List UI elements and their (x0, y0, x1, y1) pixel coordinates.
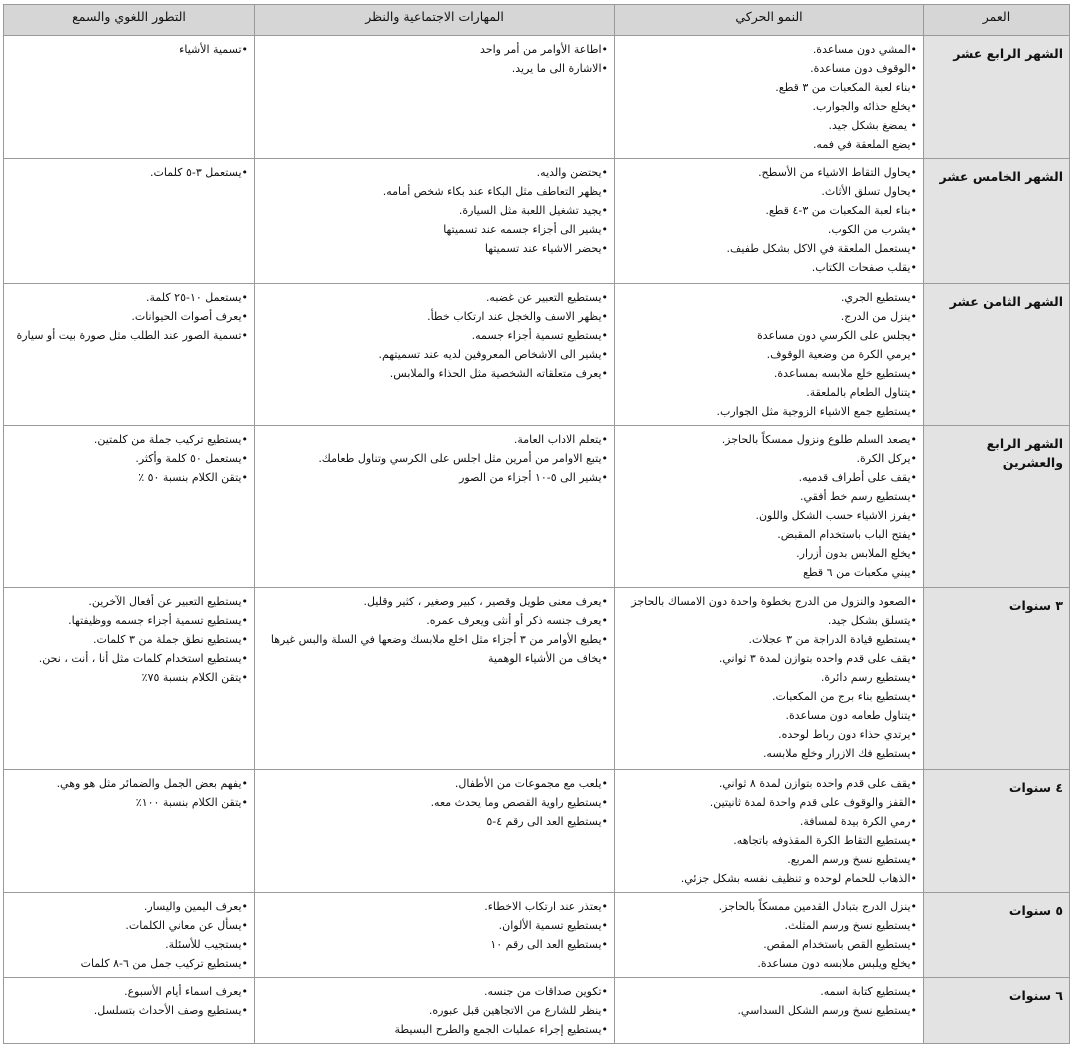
list-item: •يستطيع قيادة الدراجة من ٣ عجلات. (748, 633, 917, 646)
language-cell (4, 893, 255, 978)
list-item: •الوقوف دون مساعدة. (810, 62, 917, 75)
list-item: •ينزل الدرج بتبادل القدمين ممسكاً بالحاجز. (718, 900, 917, 913)
list-item: •يظهر الاسف والخجل عند ارتكاب خطأ. (427, 310, 608, 323)
list-item: •يستطيع القص باستخدام المقص. (763, 938, 917, 951)
social-cell (255, 978, 615, 1044)
list-item: •يستطيع التعبير عن أفعال الآخرين. (88, 595, 248, 608)
list-item: •يعرف اليمين واليسار. (143, 900, 248, 913)
list-item: •يستطيع كتابة اسمه. (820, 985, 917, 998)
development-table-container (3, 4, 1069, 1044)
table-row (4, 426, 1070, 588)
age-cell: ٥ سنوات (924, 893, 1070, 978)
language-cell (4, 770, 255, 893)
list-item: •القفز والوقوف على قدم واحدة لمدة ثانيتين. (709, 796, 917, 809)
list-item: •يستعمل الملعقة في الاكل بشكل طفيف. (726, 242, 917, 255)
language-cell (4, 159, 255, 284)
social-cell (255, 284, 615, 426)
table-row (4, 159, 1070, 284)
age-cell: ٦ سنوات (924, 978, 1070, 1044)
list-item: •يستطيع خلع ملابسه بمساعدة. (773, 367, 917, 380)
list-item: •الصعود والنزول من الدرج بخطوة واحدة دون الامساك بالحاجز (631, 595, 917, 608)
list-item: •يرتدي حذاء دون رباط لوحده. (778, 728, 917, 741)
list-item: •يخاف من الأشياء الوهمية (487, 652, 608, 665)
language-list (10, 897, 248, 973)
list-item: •رمي الكرة بيدة لمسافة. (799, 815, 917, 828)
list-item: •يستطيع تسمية أجزاء جسمه ووظيفتها. (68, 614, 248, 627)
list-item: •يصعد السلم طلوع ونزول ممسكاً بالحاجز. (721, 433, 917, 446)
header-row (4, 5, 1070, 36)
list-item: •يرمي الكرة من وضعية الوقوف. (766, 348, 917, 361)
social-list (261, 430, 608, 487)
list-item: •بناء لعبة المكعبات من ٣-٤ قطع. (765, 204, 917, 217)
list-item: •يستطيع نطق جملة من ٣ كلمات. (93, 633, 248, 646)
age-cell: الشهر الرابع عشر (924, 36, 1070, 159)
list-item: •يستطيع رسم دائرة. (820, 671, 917, 684)
social-list (261, 163, 608, 258)
list-item: •يفرز الاشياء حسب الشكل واللون. (755, 509, 917, 522)
list-item: •يستطيع فك الازرار وخلع ملابسه. (762, 747, 917, 760)
list-item: •يجيد تشغيل اللعبة مثل السيارة. (458, 204, 608, 217)
motor-cell (615, 770, 924, 893)
table-row (4, 770, 1070, 893)
list-item: •الاشارة الى ما يريد. (511, 62, 608, 75)
age-cell: الشهر الثامن عشر (924, 284, 1070, 426)
header-language: التطور اللغوي والسمع (4, 5, 255, 36)
social-cell (255, 159, 615, 284)
list-item: •يشير الى أجزاء جسمه عند تسميتها (443, 223, 608, 236)
social-list (261, 982, 608, 1039)
social-list (261, 897, 608, 954)
language-cell (4, 36, 255, 159)
list-item: •يستطيع إجراء عمليات الجمع والطرح البسيطة (394, 1023, 608, 1036)
list-item: •يقلب صفحات الكتاب. (811, 261, 917, 274)
list-item: •يستطيع الجري. (840, 291, 917, 304)
list-item: •المشي دون مساعدة. (812, 43, 917, 56)
list-item: •يستطيع تركيب جملة من كلمتين. (93, 433, 248, 446)
social-list (261, 40, 608, 78)
list-item: •يظهر التعاطف مثل البكاء عند بكاء شخص أمامه. (382, 185, 608, 198)
motor-cell (615, 893, 924, 978)
list-item: •تسمية الأشياء (179, 43, 248, 56)
list-item: •يطيع الأوامر من ٣ أجزاء مثل اخلع ملابسك وضعها في السلة والبس غيرها (270, 633, 608, 646)
list-item: • يمضغ بشكل جيد. (828, 119, 917, 132)
social-list (261, 592, 608, 668)
social-list (261, 774, 608, 831)
motor-cell (615, 159, 924, 284)
table-row (4, 978, 1070, 1044)
social-cell (255, 770, 615, 893)
list-item: •يتناول الطعام بالملعقة. (806, 386, 917, 399)
list-item: •يستطيع بناء برج من المكعبات. (772, 690, 917, 703)
list-item: •يحضر الاشياء عند تسميتها (484, 242, 608, 255)
age-cell: ٣ سنوات (924, 588, 1070, 770)
list-item: •تكوين صداقات من جنسه. (484, 985, 608, 998)
language-list (10, 592, 248, 687)
motor-list (621, 592, 917, 763)
motor-list (621, 40, 917, 154)
list-item: •يركل الكرة. (856, 452, 917, 465)
list-item: •يتناول طعامه دون مساعدة. (785, 709, 917, 722)
list-item: •يستطيع نسخ ورسم الشكل السداسي. (737, 1004, 917, 1017)
list-item: •يتعلم الاداب العامة. (513, 433, 608, 446)
list-item: •يستعمل ٥٠ كلمة وأكثر. (135, 452, 248, 465)
list-item: •الذهاب للحمام لوحده و تنظيف نفسه بشكل جزئي. (680, 872, 917, 885)
list-item: •بناء لعبة المكعبات من ٣ قطع. (775, 81, 917, 94)
social-list (261, 288, 608, 383)
list-item: •يخلع ويلبس ملابسه دون مساعدة. (757, 957, 917, 970)
list-item: •يشير الى ٥-١٠ أجزاء من الصور (459, 471, 608, 484)
list-item: •يقف على قدم واحده بتوازن لمدة ٨ ثواني. (718, 777, 917, 790)
development-table (3, 4, 1070, 1044)
list-item: •يفتح الباب باستخدام المقبض. (777, 528, 917, 541)
list-item: •ينزل من الدرج. (840, 310, 917, 323)
list-item: •يستطيع تسمية الألوان. (498, 919, 608, 932)
list-item: •يستطيع جمع الاشياء الزوجية مثل الجوارب. (716, 405, 917, 418)
list-item: •يستطيع تركيب جمل من ٦-٨ كلمات (80, 957, 248, 970)
table-row (4, 588, 1070, 770)
motor-list (621, 163, 917, 277)
list-item: •يسأل عن معاني الكلمات. (125, 919, 248, 932)
motor-cell (615, 36, 924, 159)
language-list (10, 40, 248, 59)
list-item: •يعرف جنسه ذكر أو أنثى ويعرف عمره. (426, 614, 608, 627)
motor-list (621, 774, 917, 888)
motor-list (621, 288, 917, 421)
language-list (10, 430, 248, 487)
list-item: •يستطيع رسم خط أفقي. (799, 490, 917, 503)
list-item: •يعتذر عند ارتكاب الاخطاء. (484, 900, 608, 913)
list-item: •يستطيع وصف الأحداث بتسلسل. (93, 1004, 248, 1017)
list-item: •يضع الملعقة في فمه. (812, 138, 917, 151)
header-age: العمر (924, 5, 1070, 36)
motor-list (621, 982, 917, 1020)
header-motor: النمو الحركي (615, 5, 924, 36)
list-item: •يحاول التقاط الاشياء من الأسطح. (758, 166, 917, 179)
list-item: •يبني مكعبات من ٦ قطع (803, 566, 917, 579)
list-item: •يلعب مع مجموعات من الأطفال. (454, 777, 608, 790)
list-item: •يستجيب للأسئلة. (165, 938, 248, 951)
age-cell: ٤ سنوات (924, 770, 1070, 893)
list-item: •يحتضن والديه. (536, 166, 608, 179)
list-item: •يتقن الكلام بنسبة ٥٠ ٪ (138, 471, 248, 484)
list-item: •تسمية الصور عند الطلب مثل صورة بيت أو سيارة (16, 329, 248, 342)
motor-cell (615, 284, 924, 426)
list-item: •يقف على قدم واحده بتوازن لمدة ٣ ثواني. (718, 652, 917, 665)
list-item: •يتسلق بشكل جيد. (827, 614, 917, 627)
social-cell (255, 893, 615, 978)
motor-cell (615, 978, 924, 1044)
motor-cell (615, 588, 924, 770)
list-item: •يعرف أصوات الحيوانات. (131, 310, 248, 323)
table-row (4, 36, 1070, 159)
table-row (4, 284, 1070, 426)
motor-list (621, 430, 917, 582)
list-item: •يستطيع استخدام كلمات مثل أنا ، أنت ، نحن. (38, 652, 248, 665)
list-item: •يستعمل ١٠-٢٥ كلمة. (146, 291, 248, 304)
list-item: •يشير الى الاشخاص المعروفين لديه عند تسميتهم. (378, 348, 608, 361)
language-list (10, 288, 248, 345)
list-item: •يجلس على الكرسي دون مساعدة (756, 329, 917, 342)
list-item: •يخلع الملابس بدون أزرار. (796, 547, 917, 560)
list-item: •يستطيع العد الى رقم ٤-٥ (486, 815, 608, 828)
language-cell (4, 426, 255, 588)
list-item: •اطاعة الأوامر من أمر واحد (480, 43, 608, 56)
list-item: •يتقن الكلام بنسبة ٧٥٪ (141, 671, 248, 684)
header-social: المهارات الاجتماعية والنظر (255, 5, 615, 36)
language-list (10, 163, 248, 182)
list-item: •يستعمل ٣-٥ كلمات. (150, 166, 248, 179)
list-item: •يتبع الاوامر من أمرين مثل اجلس على الكرسي وتناول طعامك. (318, 452, 608, 465)
list-item: •يشرب من الكوب. (827, 223, 917, 236)
list-item: •ينظر للشارع من الاتجاهين قبل عبوره. (428, 1004, 608, 1017)
motor-cell (615, 426, 924, 588)
language-cell (4, 588, 255, 770)
language-cell (4, 978, 255, 1044)
list-item: •يقف على أطراف قدميه. (798, 471, 917, 484)
age-cell: الشهر الرابع والعشرين (924, 426, 1070, 588)
motor-list (621, 897, 917, 973)
list-item: •يحاول تسلق الأثاث. (821, 185, 917, 198)
list-item: •يستطيع العد الى رقم ١٠ (490, 938, 608, 951)
list-item: •يستطيع تسمية أجزاء جسمه. (471, 329, 608, 342)
list-item: •يخلع حذائه والجوارب. (812, 100, 917, 113)
social-cell (255, 426, 615, 588)
age-cell: الشهر الخامس عشر (924, 159, 1070, 284)
social-cell (255, 588, 615, 770)
list-item: •يستطيع نسخ ورسم المربع. (787, 853, 917, 866)
list-item: •يتقن الكلام بنسبة ١٠٠٪ (135, 796, 248, 809)
list-item: •يعرف متعلقاته الشخصية مثل الحذاء والملابس. (389, 367, 608, 380)
language-cell (4, 284, 255, 426)
list-item: •يفهم بعض الجمل والضمائر مثل هو وهي. (56, 777, 248, 790)
list-item: •يستطيع راوية القصص وما يحدث معه. (430, 796, 608, 809)
list-item: •يعرف اسماء أيام الأسبوع. (124, 985, 248, 998)
list-item: •يستطيع التعبير عن غضبه. (485, 291, 608, 304)
table-body (4, 36, 1070, 1044)
language-list (10, 982, 248, 1020)
list-item: •يستطيع التقاط الكرة المقذوفه باتجاهه. (733, 834, 917, 847)
list-item: •يعرف معنى طويل وقصير ، كبير وصغير ، كثير وقليل. (363, 595, 608, 608)
list-item: •يستطيع نسخ ورسم المثلث. (784, 919, 917, 932)
table-row (4, 893, 1070, 978)
language-list (10, 774, 248, 812)
social-cell (255, 36, 615, 159)
